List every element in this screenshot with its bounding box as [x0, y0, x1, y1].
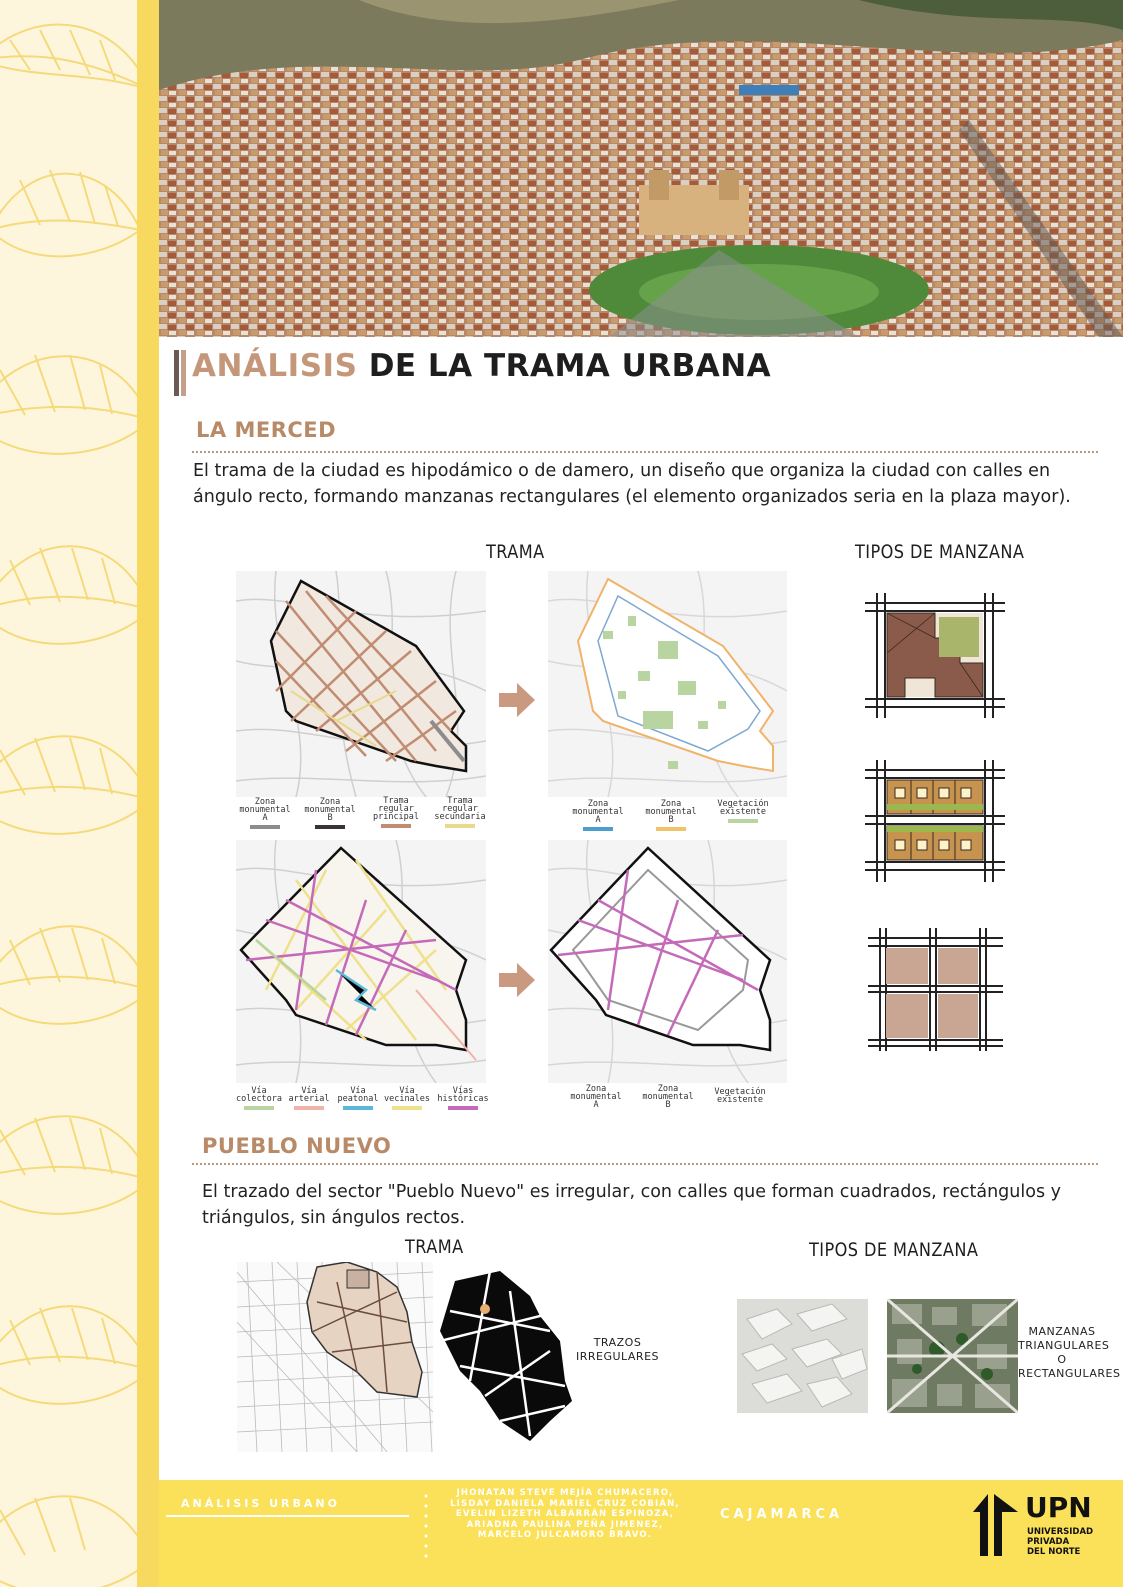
- legend-swatch: [583, 827, 613, 831]
- legend-label: Trama regular secundaria: [434, 796, 486, 822]
- legend-label: Zona monumental A: [572, 799, 624, 825]
- arrow-right-icon: [499, 683, 535, 717]
- pueblo-nuevo-map: [237, 1262, 433, 1452]
- footer-city: CAJAMARCA: [720, 1507, 844, 1522]
- title-marker-dark: [174, 350, 179, 396]
- author-name: ARIADNA PAULINA PEÑA JIMENEZ,: [466, 1519, 664, 1530]
- pueblo-nuevo-heading: PUEBLO NUEVO: [202, 1134, 392, 1158]
- legend-label: Vías históricas: [437, 1086, 489, 1104]
- trama-map-vegetation: [548, 571, 787, 797]
- author-name: MARCELO JULCAMORO BRAVO.: [477, 1530, 653, 1540]
- trazos-irregulares-label: TRAZOS IRREGULARES: [575, 1336, 660, 1363]
- arrow-right-icon: [499, 963, 535, 997]
- author-name: LISDAY DANIELA MARIEL CRUZ COBIÁN,: [450, 1498, 680, 1509]
- upn-sub-line: DEL NORTE: [1027, 1547, 1081, 1557]
- legend-label: Vía arterial: [288, 1086, 330, 1104]
- footer-section-title: ANÁLISIS URBANO: [181, 1497, 340, 1510]
- legend-swatch: [244, 1106, 274, 1110]
- page-title: [192, 348, 771, 384]
- legend-item: [641, 800, 701, 831]
- upn-logo-text: UPN: [1025, 1491, 1092, 1524]
- legend-item: [713, 800, 773, 823]
- legend-label: Vía vecinales: [383, 1086, 431, 1104]
- upn-sub-line: PRIVADA: [1027, 1537, 1070, 1547]
- footer-authors: [440, 1488, 690, 1541]
- legend-label: Trama regular principal: [372, 796, 420, 822]
- legend-swatch: [392, 1106, 422, 1110]
- legend-swatch: [656, 827, 686, 831]
- legend-label: Vía peatonal: [337, 1086, 379, 1104]
- trama-caption: TRAMA: [405, 1236, 464, 1258]
- title-marker-light: [181, 350, 186, 396]
- legend-label: Zona monumental B: [642, 1084, 694, 1110]
- legend-item: [638, 1085, 698, 1109]
- legend-item: [300, 798, 360, 829]
- legend-item: [568, 800, 628, 831]
- legend-item: [366, 797, 426, 828]
- vias-map: [236, 840, 486, 1083]
- legend-item: [430, 797, 490, 828]
- la-merced-heading: LA MERCED: [196, 418, 337, 442]
- city-aerial-photo: [159, 0, 1123, 337]
- yellow-stripe: [137, 0, 159, 1587]
- legend-label: Vegetación existente: [717, 799, 769, 817]
- upn-sub-line: UNIVERSIDAD: [1027, 1527, 1094, 1537]
- tipos-manzana-caption: TIPOS DE MANZANA: [809, 1239, 979, 1261]
- block-massing-image: [737, 1299, 868, 1413]
- satellite-image: [887, 1299, 1018, 1413]
- pueblo-nuevo-description: El trazado del sector "Pueblo Nuevo" es irregular, con calles que forman cuadrados, rectángulos y triángulos, sin ángulos rectos.: [202, 1182, 1061, 1228]
- page-title-accent: ANÁLISIS: [192, 348, 358, 384]
- irregular-blocks-map: [440, 1271, 572, 1441]
- legend-swatch: [448, 1106, 478, 1110]
- decorative-leaf-panel: [0, 0, 137, 1587]
- legend-item: [235, 798, 295, 829]
- legend-swatch: [315, 825, 345, 829]
- page-title-rest: DE LA TRAMA URBANA: [357, 348, 772, 384]
- manzana-grid-diagram: [865, 760, 1005, 882]
- legend-label: Zona monumental B: [645, 799, 697, 825]
- legend-item: [710, 1088, 770, 1104]
- legend-swatch: [294, 1106, 324, 1110]
- legend-item: [566, 1085, 626, 1109]
- leaf-pattern-icon: [0, 0, 137, 1587]
- legend-item: [377, 1087, 437, 1110]
- tipos-manzana-caption: TIPOS DE MANZANA: [855, 541, 1025, 563]
- manzana-courtyard-diagram: [865, 593, 1005, 718]
- legend-label: Zona monumental A: [239, 797, 291, 823]
- legend-label: Zona monumental A: [570, 1084, 622, 1110]
- legend-label: Zona monumental B: [304, 797, 356, 823]
- legend-label: Vía colectora: [235, 1086, 283, 1104]
- trama-map-zones: [236, 571, 486, 797]
- footer-bullet-dots: [424, 1494, 428, 1564]
- legend-swatch: [728, 819, 758, 823]
- author-name: JHONATAN STEVE MEJÍA CHUMACERO,: [456, 1488, 674, 1498]
- legend-item: [433, 1087, 493, 1110]
- upn-logo-subtitle: [1027, 1527, 1093, 1557]
- footer-rule: [166, 1515, 409, 1517]
- legend-label: Vegetación existente: [714, 1087, 766, 1105]
- legend-swatch: [343, 1106, 373, 1110]
- legend-swatch: [381, 824, 411, 828]
- section-divider: [192, 451, 1098, 453]
- vias-historicas-map: [548, 840, 787, 1083]
- section-divider: [192, 1163, 1098, 1165]
- trama-caption: TRAMA: [486, 541, 545, 563]
- legend-swatch: [445, 824, 475, 828]
- manzanas-label: MANZANAS TRIANGULARES O RECTANGULARES: [1018, 1325, 1121, 1380]
- author-name: EVELIN LIZETH ALBARRÁN ESPINOZA,: [455, 1509, 675, 1519]
- legend-swatch: [250, 825, 280, 829]
- la-merced-description: El trama de la ciudad es hipodámico o de damero, un diseño que organiza la ciudad con calles en ángulo recto, formando manzanas rectangulares (el elemento organizados seria en la plaza mayor).: [193, 461, 1071, 507]
- manzana-block-diagram: [868, 928, 1003, 1051]
- upn-logo-icon: [968, 1490, 1024, 1556]
